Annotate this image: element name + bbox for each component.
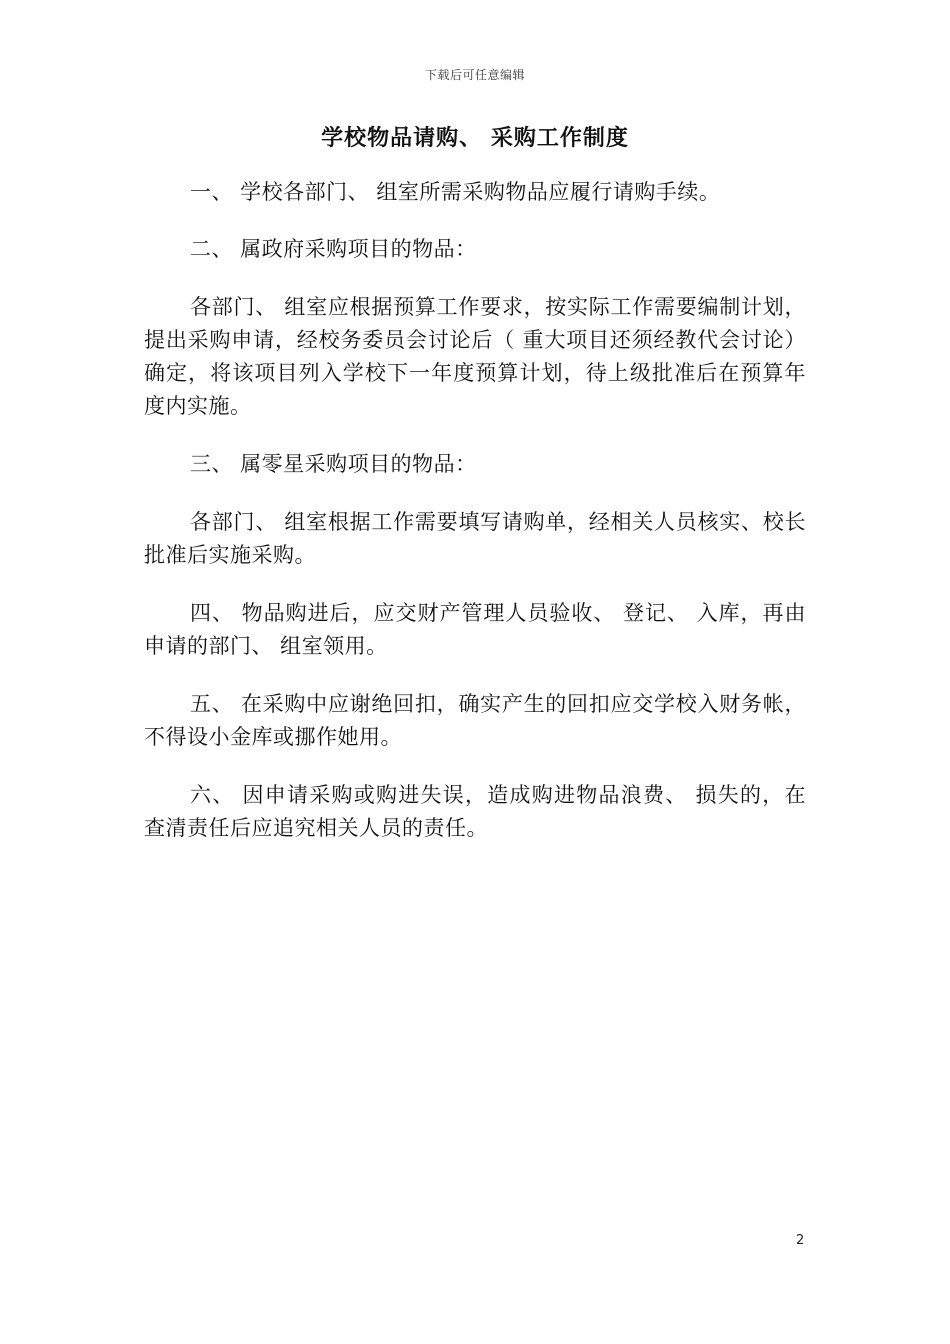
document-body [144,176,806,870]
paragraph-2: 二、 属政府采购项目的物品： [190,237,477,261]
paragraph-8: 六、 因申请采购或购进失误，造成购进物品浪费、 损失的，在查清责任后应追究相关人员的责任。 [144,783,806,840]
header-note: 下载后可任意编辑 [424,68,525,82]
paragraph-7: 五、 在采购中应谢绝回扣，确实产生的回扣应交学校入财务帐，不得设小金库或挪作她用。 [144,692,806,749]
paragraph-6: 四、 物品购进后，应交财产管理人员验收、 登记、 入库，再由申请的部门、 组室领用。 [144,601,806,658]
page-number: 2 [796,1233,805,1248]
paragraph-1: 一、 学校各部门、 组室所需采购物品应履行请购手续。 [190,180,721,204]
paragraph-5: 各部门、 组室根据工作需要填写请购单，经相关人员核实、校长批准后实施采购。 [144,510,806,567]
paragraph-3: 各部门、 组室应根据预算工作要求，按实际工作需要编制计划，提出采购申请，经校务委员会讨论后（ 重大项目还须经教代会讨论）确定，将该项目列入学校下一年度预算计划，待上级批准后在预算年度内实施。 [144,295,806,418]
document-title: 学校物品请购、 采购工作制度 [321,126,629,151]
paragraph-4: 三、 属零星采购项目的物品： [190,452,477,476]
